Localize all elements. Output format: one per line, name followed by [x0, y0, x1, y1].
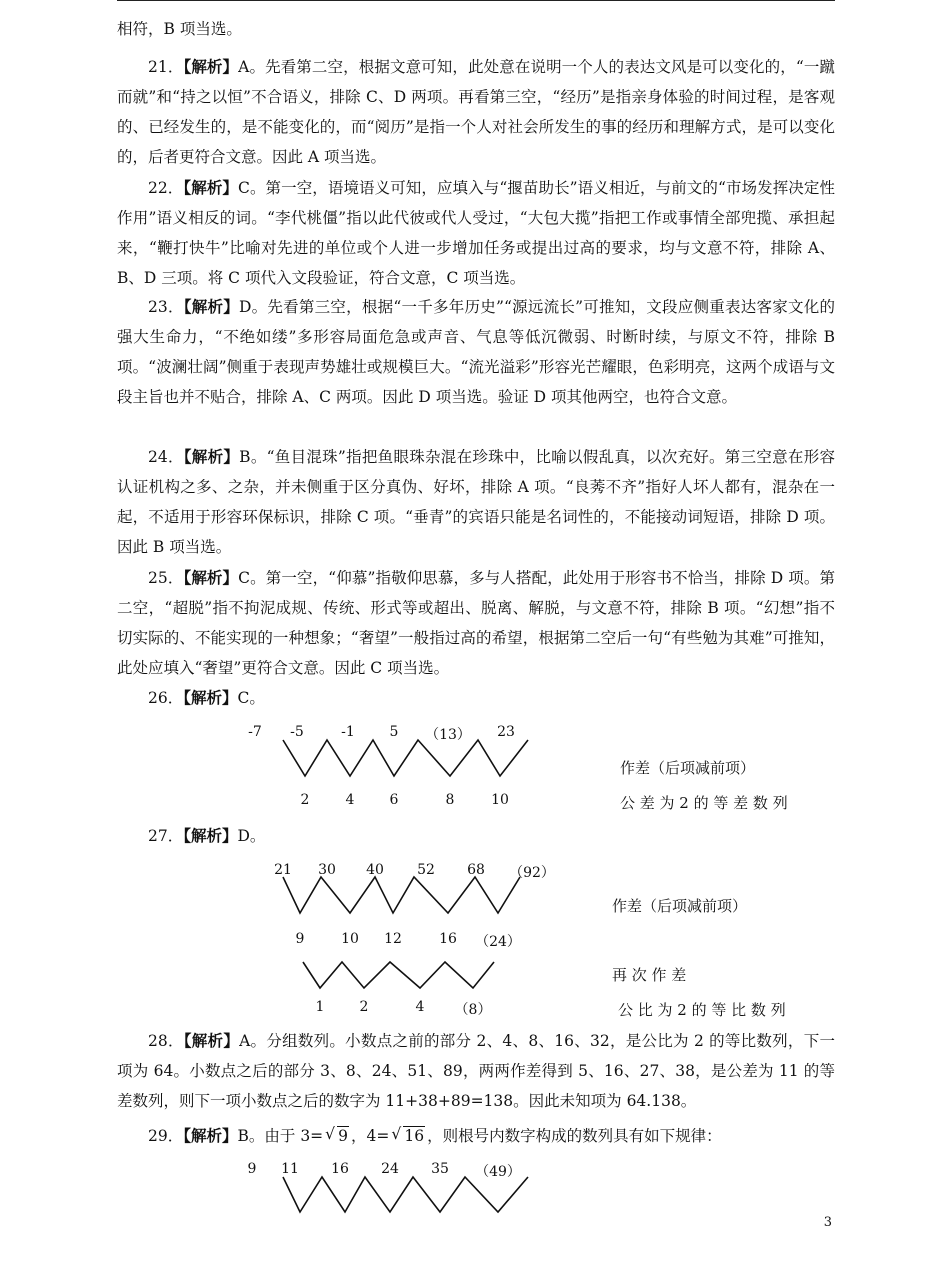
difference-term: 10 — [491, 792, 509, 808]
question-number: 26． — [148, 689, 184, 707]
sequence-term: （13） — [425, 727, 471, 743]
sequence-term: （92） — [509, 865, 555, 881]
analysis-tag: 【解析】 — [183, 178, 238, 197]
difference-term: 6 — [389, 792, 399, 808]
sequence-term: 24 — [381, 1161, 399, 1177]
sequence-term: 11 — [281, 1161, 299, 1177]
paragraph-continuation: 相符，B 项当选。 — [117, 20, 242, 38]
question-number: 21． — [148, 58, 184, 76]
diff-label: 作差（后项减前项） — [620, 759, 756, 777]
answer-text: B。“鱼目混珠”指把鱼眼珠杂混在珍珠中，比喻以假乱真，以次充好。第三空意在形容认证机构之多、之杂，并未侧重于区分真伪、好坏，排除 A 项。“良莠不齐”指好人坏人都有，混杂在一起，不适用于形容环保标识，排除 C 项。“垂青”的宾语只能是名词性的，不能接动词短语，排除 D 项。因此 B 项当选。 — [117, 448, 835, 556]
sequence-term: 52 — [417, 862, 435, 878]
question-number: 28． — [148, 1032, 184, 1050]
answer-27-header — [148, 826, 265, 846]
answer-21 — [117, 52, 835, 172]
analysis-tag: 【解析】 — [183, 57, 239, 76]
answer-text: ，4= — [351, 1127, 390, 1145]
difference-term: 12 — [384, 931, 402, 947]
analysis-tag: 【解析】 — [183, 688, 238, 707]
square-root-9 — [325, 1126, 349, 1146]
answer-text: C。第一空，“仰慕”指敬仰思慕，多与人搭配，此处用于形容书不恰当，排除 D 项。第二空，“超脱”指不拘泥成规、传统、形式等或超出、脱离、解脱，与文意不符，排除 B 项。“幻想”指不切实际的、不能实现的一种想象；“奢望”一般指过高的希望，根据第二空后一句“有些勉为其难”可推知，此处应填入“奢望”更符合文意。因此 C 项当选。 — [117, 569, 835, 677]
sequence-term: 35 — [431, 1161, 449, 1177]
analysis-tag: 【解析】 — [183, 568, 239, 587]
analysis-tag: 【解析】 — [183, 826, 238, 845]
header-rule — [117, 0, 835, 1]
zigzag-26 — [283, 740, 528, 776]
difference-term: 16 — [439, 931, 457, 947]
question-number: 23． — [148, 298, 184, 316]
sequence-term: （49） — [475, 1164, 521, 1180]
second-difference-term: （8） — [454, 1002, 492, 1018]
answer-text: A。分组数列。小数点之前的部分 2、4、8、16、32，是公比为 2 的等比数列，下一项为 64。小数点之后的部分 3、8、24、51、89，两两作差得到 5、16、27、38，是公差为 11 的等差数列，则下一项小数点之后的数字为 11+38+89=138。因此未知项为 64.138。 — [117, 1032, 835, 1110]
question-number: 22． — [148, 179, 184, 197]
difference-term: 4 — [345, 792, 355, 808]
sequence-term: 21 — [274, 862, 292, 878]
question-number: 27． — [148, 827, 184, 845]
square-root-16 — [391, 1126, 425, 1146]
difference-term: 2 — [300, 792, 310, 808]
difference-term: 10 — [341, 931, 359, 947]
analysis-tag: 【解析】 — [183, 1031, 240, 1050]
zigzag-29 — [283, 1177, 528, 1212]
difference-term: 9 — [295, 931, 305, 947]
conclusion-label: 公 比 为 2 的 等 比 数 列 — [618, 1001, 786, 1019]
answer-text: A。先看第二空，根据文意可知，此处意在说明一个人的表达文风是可以变化的，“一蹴而就”和“持之以恒”不合语义，排除 C、D 两项。再看第三空，“经历”是指亲身体验的时间过程，是客观的、已经发生的，是不能变化的，而“阅历”是指一个人对社会所发生的事的经历和理解方式，是可以变化的，后者更符合文意。因此 A 项当选。 — [117, 58, 835, 166]
difference-term: （24） — [475, 934, 521, 950]
question-number: 25． — [148, 569, 184, 587]
zigzag-27-top — [283, 877, 520, 913]
answer-29-header — [148, 1126, 722, 1146]
difference-term: 8 — [445, 792, 455, 808]
sequence-term: 30 — [318, 862, 336, 878]
diff-label: 作差（后项减前项） — [612, 897, 748, 915]
answer-text: C。 — [237, 689, 265, 707]
second-difference-term: 1 — [315, 999, 325, 1015]
answer-23 — [117, 292, 835, 412]
answer-22 — [117, 173, 835, 293]
answer-28 — [117, 1026, 835, 1116]
answer-text: C。第一空，语境语义可知，应填入与“揠苗助长”语义相近，与前文的“市场发挥决定性作用”语义相反的词。“李代桃僵”指以此代彼或代人受过，“大包大揽”指把工作或事情全部兜揽、承担起来，“鞭打快牛”比喻对先进的单位或个人进一步增加任务或提出过高的要求，均与文意不符，排除 A、B、D 三项。将 C 项代入文段验证，符合文意，C 项当选。 — [117, 179, 835, 287]
sequence-term: 23 — [497, 724, 515, 740]
question-number: 29． — [148, 1127, 184, 1145]
sequence-term: -7 — [248, 724, 262, 740]
sequence-term: 5 — [389, 724, 399, 740]
sequence-term: 9 — [247, 1161, 257, 1177]
analysis-tag: 【解析】 — [183, 447, 240, 466]
question-number: 24． — [148, 448, 184, 466]
analysis-tag: 【解析】 — [183, 297, 239, 316]
page-number: 3 — [823, 1215, 832, 1230]
sequence-term: -1 — [341, 724, 355, 740]
answer-25 — [117, 563, 835, 683]
second-difference-term: 2 — [359, 999, 369, 1015]
radicand: 9 — [338, 1127, 349, 1145]
second-difference-term: 4 — [415, 999, 425, 1015]
answer-text: ，则根号内数字构成的数列具有如下规律： — [427, 1127, 722, 1145]
answer-text: D。 — [237, 827, 266, 845]
answer-text: B。由于 3= — [237, 1127, 324, 1145]
answer-text: D。先看第三空，根据“一千多年历史”“源远流长”可推知，文段应侧重表达客家文化的强大生命力，“不绝如缕”多形容局面危急或声音、气息等低沉微弱、时断时续，与原文不符，排除 B 项。“波澜壮阔”侧重于表现声势雄壮或规模巨大。“流光溢彩”形容光芒耀眼，色彩明亮，这两个成语与文段主旨也并不贴合，排除 A、C 两项。因此 D 项当选。验证 D 项其他两空，也符合文意。 — [117, 298, 835, 406]
zigzag-27-bottom — [303, 962, 494, 988]
conclusion-label: 公 差 为 2 的 等 差 数 列 — [620, 794, 788, 812]
sequence-term: -5 — [290, 724, 304, 740]
radicand: 16 — [404, 1127, 425, 1145]
sequence-term: 68 — [467, 862, 485, 878]
sequence-term: 40 — [366, 862, 384, 878]
second-diff-label: 再 次 作 差 — [612, 966, 687, 984]
answer-24 — [117, 442, 835, 562]
analysis-tag: 【解析】 — [183, 1126, 238, 1145]
sequence-term: 16 — [331, 1161, 349, 1177]
answer-26-header — [148, 688, 265, 708]
